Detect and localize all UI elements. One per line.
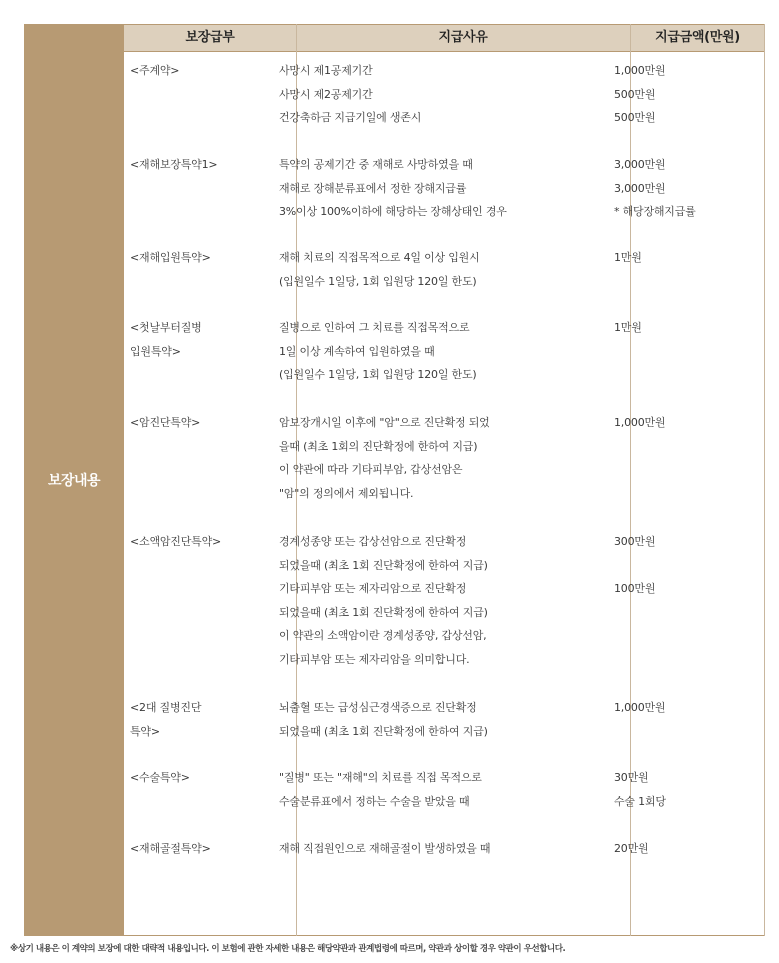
- header-benefit: 보장급부: [185, 30, 235, 45]
- benefit-name-line: <소액암진단특약>: [130, 535, 222, 548]
- payment-amount-line: 3,000만원: [614, 181, 666, 195]
- payment-reason-line: 질병으로 인하여 그 치료를 직접목적으로: [279, 321, 470, 334]
- payment-amount-line: 30만원: [614, 771, 649, 784]
- coverage-section-label: [24, 24, 124, 936]
- payment-amount-line: 1,000만원: [614, 701, 666, 714]
- table-header: [124, 24, 765, 51]
- header-amount: 지급금액(만원): [655, 30, 740, 45]
- payment-reason-line: 특약의 공제기간 중 재해로 사망하였을 때: [279, 158, 473, 171]
- payment-reason-line: 3%이상 100%이하에 해당하는 장해상태인 경우: [279, 205, 507, 218]
- payment-reason-line: 경계성종양 또는 갑상선암으로 진단확정: [279, 535, 467, 548]
- side-label-text: 보장내용: [47, 473, 101, 489]
- benefit-name-line: <암진단특약>: [130, 416, 201, 429]
- benefit-name-line: <재해보장특약1>: [130, 158, 218, 171]
- benefit-name-line: 특약>: [130, 724, 160, 738]
- payment-amount-line: 100만원: [614, 582, 656, 595]
- payment-reason-line: 기타피부암 또는 제자리암으로 진단확정: [279, 582, 467, 595]
- payment-amount-line: 1만원: [614, 321, 642, 334]
- benefit-name-line: <재해입원특약>: [130, 251, 211, 264]
- benefit-name-line: <재해골절특약>: [130, 842, 211, 855]
- payment-reason-line: 되었을때 (최초 1회 진단확정에 한하여 지급): [279, 558, 488, 572]
- payment-reason-line: 암보장개시일 이후에 "암"으로 진단확정 되었: [279, 416, 490, 429]
- payment-reason-line: 사망시 제1공제기간: [279, 64, 373, 77]
- payment-reason-line: 을때 (최초 1회의 진단확정에 한하여 지급): [279, 439, 478, 453]
- benefit-name-line: <수술특약>: [130, 771, 190, 784]
- divider: [764, 24, 765, 936]
- divider: [124, 51, 765, 52]
- payment-reason-line: 이 약관의 소액암이란 경계성종양, 갑상선암,: [279, 629, 487, 642]
- footnote: ※상기 내용은 이 계약의 보장에 대한 대략적 내용입니다. 이 보험에 관한 자세한 내용은 해당약관과 관계법령에 따르며, 약관과 상이할 경우 약관이 우선합니다.: [10, 944, 566, 954]
- payment-reason-line: (입원일수 1일당, 1회 입원당 120일 한도): [279, 368, 477, 381]
- payment-reason-line: 사망시 제2공제기간: [279, 87, 373, 101]
- payment-reason-line: 재해 직접원인으로 재해골절이 발생하였을 때: [279, 842, 491, 855]
- payment-amount-line: 20만원: [614, 842, 649, 855]
- payment-reason-line: 이 약관에 따라 기타피부암, 갑상선암은: [279, 463, 463, 476]
- coverage-table: [24, 24, 765, 937]
- payment-amount-line: 1만원: [614, 251, 642, 264]
- divider: [124, 24, 765, 25]
- payment-reason-line: 뇌출혈 또는 급성심근경색증으로 진단확정: [279, 701, 477, 714]
- payment-reason-line: 재해로 장해분류표에서 정한 장해지급률: [279, 181, 467, 195]
- payment-amount-line: 1,000만원: [614, 64, 666, 77]
- benefit-name-line: <첫날부터질병: [130, 321, 202, 334]
- benefit-name-line: <2대 질병진단: [130, 701, 202, 714]
- payment-reason-line: 되었을때 (최초 1회 진단확정에 한하여 지급): [279, 724, 488, 738]
- payment-amount-line: 1,000만원: [614, 416, 666, 429]
- payment-reason-line: 수술분류표에서 정하는 수술을 받았을 때: [279, 794, 470, 808]
- payment-reason-line: 1일 이상 계속하여 입원하였을 때: [279, 344, 435, 358]
- header-reason: 지급사유: [438, 30, 488, 45]
- payment-amount-line: * 해당장해지급률: [614, 205, 696, 218]
- payment-amount-line: 3,000만원: [614, 158, 666, 171]
- payment-reason-line: 건강축하금 지급기일에 생존시: [279, 111, 422, 124]
- divider: [24, 935, 765, 936]
- payment-reason-line: (입원일수 1일당, 1회 입원당 120일 한도): [279, 274, 477, 288]
- payment-reason-line: 되었을때 (최초 1회 진단확정에 한하여 지급): [279, 605, 488, 619]
- payment-amount-line: 300만원: [614, 535, 656, 548]
- benefit-name-line: 입원특약>: [130, 344, 181, 358]
- payment-amount-line: 500만원: [614, 87, 656, 101]
- payment-reason-line: "암"의 정의에서 제외됩니다.: [279, 486, 414, 500]
- benefit-name-line: <주계약>: [130, 64, 180, 77]
- payment-reason-line: 재해 치료의 직접목적으로 4일 이상 입원시: [279, 251, 480, 264]
- payment-amount-line: 수술 1회당: [614, 794, 666, 808]
- payment-reason-line: "질병" 또는 "재해"의 치료를 직접 목적으로: [279, 771, 482, 784]
- payment-amount-line: 500만원: [614, 111, 656, 124]
- payment-reason-line: 기타피부암 또는 제자리암을 의미합니다.: [279, 652, 470, 666]
